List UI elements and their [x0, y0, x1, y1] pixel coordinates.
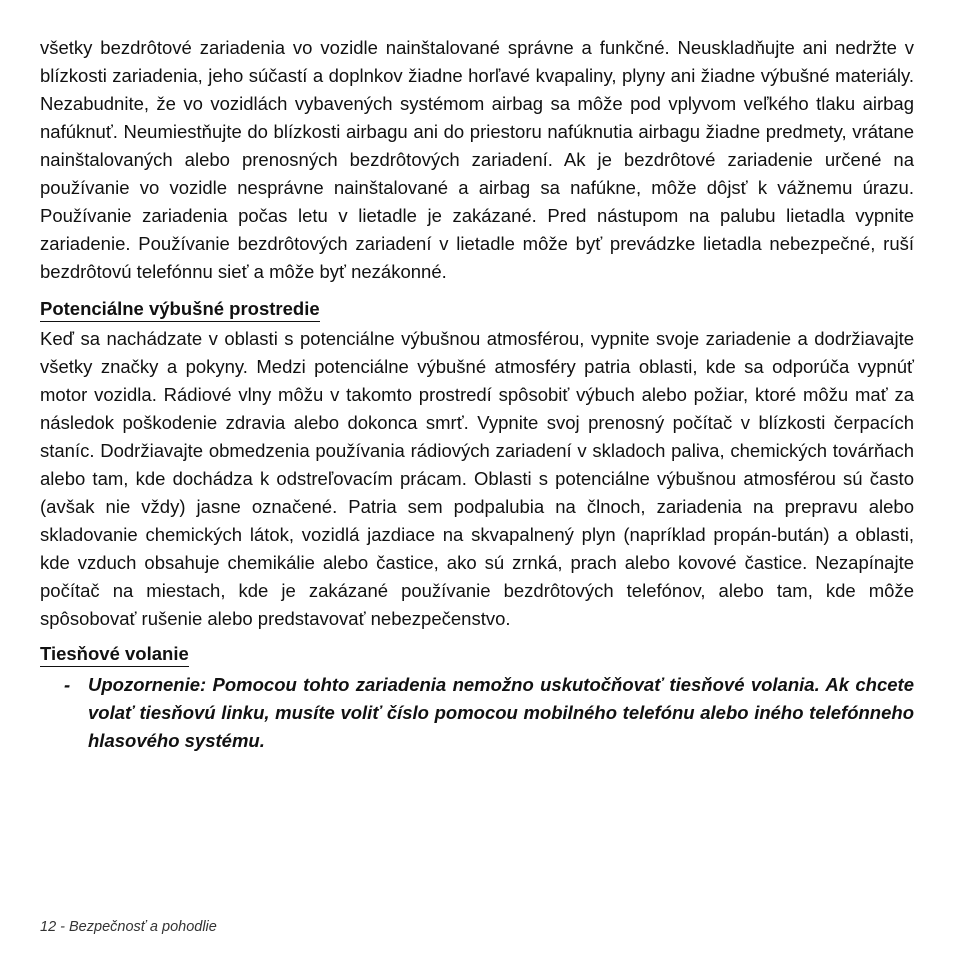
- heading-emergency-calls: Tiesňové volanie: [40, 642, 189, 667]
- warning-text: Upozornenie: Pomocou tohto zariadenia nemožno uskutočňovať tiesňové volania. Ak chcete volať tiesňovú linku, musíte voliť číslo pomocou mobilného telefónu alebo iného telefónneho hlasového systému.: [88, 674, 914, 751]
- document-page: [40, 34, 914, 755]
- heading-emergency-wrap: [40, 642, 914, 667]
- paragraph-explosive-environment: Keď sa nachádzate v oblasti s potenciálne výbušnou atmosférou, vypnite svoje zariadenie a dodržiavajte všetky značky a pokyny. Medzi potenciálne výbušné atmosféry patria oblasti, kde sa odporúča vypnúť motor vozidla. Rádiové vlny môžu v takomto prostredí spôsobiť výbuch alebo požiar, ktoré môžu mať za následok poškodenie zdravia alebo dokonca smrť. Vypnite svoj prenosný počítač v blízkosti čerpacích staníc. Dodržiavajte obmedzenia používania rádiových zariadení v skladoch paliva, chemických továrňach alebo tam, kde dochádza k odstreľovacím prácam. Oblasti s potenciálne výbušnou atmosférou sú často (avšak nie vždy) jasne označené. Patria sem podpalubia na člnoch, zariadenia na prepravu alebo skladovanie chemických látok, vozidlá jazdiace na skvapalnený plyn (napríklad propán-bután) a oblasti, kde vzduch obsahuje chemikálie alebo častice, ako sú zrnká, prach alebo kovové častice. Nezapínajte počítač na miestach, kde je zakázané používanie bezdrôtových telefónov, alebo tam, kde môže spôsobovať rušenie alebo predstavovať nebezpečenstvo.: [40, 328, 914, 629]
- page-footer: 12 - Bezpečnosť a pohodlie: [40, 919, 217, 935]
- heading-explosive-environment: Potenciálne výbušné prostredie: [40, 297, 320, 322]
- heading-explosive-wrap: [40, 297, 914, 322]
- paragraph-airbag-aircraft: všetky bezdrôtové zariadenia vo vozidle nainštalované správne a funkčné. Neuskladňujte ani nedržte v blízkosti zariadenia, jeho súčastí a doplnkov žiadne horľavé kvapaliny, plyny ani žiadne výbušné materiály. Nezabudnite, že vo vozidlách vybavených systémom airbag sa môže pod vplyvom veľkého tlaku airbag nafúknuť. Neumiestňujte do blízkosti airbagu ani do priestoru nafúknutia airbagu žiadne predmety, vrátane nainštalovaných alebo prenosných bezdrôtových zariadení. Ak je bezdrôtové zariadenie určené na používanie vo vozidle nesprávne nainštalované a airbag sa nafúkne, môže dôjsť k vážnemu úrazu. Používanie zariadenia počas letu v lietadle je zakázané. Pred nástupom na palubu lietadla vypnite zariadenie. Používanie bezdrôtových zariadení v lietadle môže byť prevádzke lietadla nebezpečné, ruší bezdrôtovú telefónnu sieť a môže byť nezákonné.: [40, 37, 914, 282]
- warning-block: [40, 671, 914, 755]
- warning-bullet: -: [64, 674, 71, 695]
